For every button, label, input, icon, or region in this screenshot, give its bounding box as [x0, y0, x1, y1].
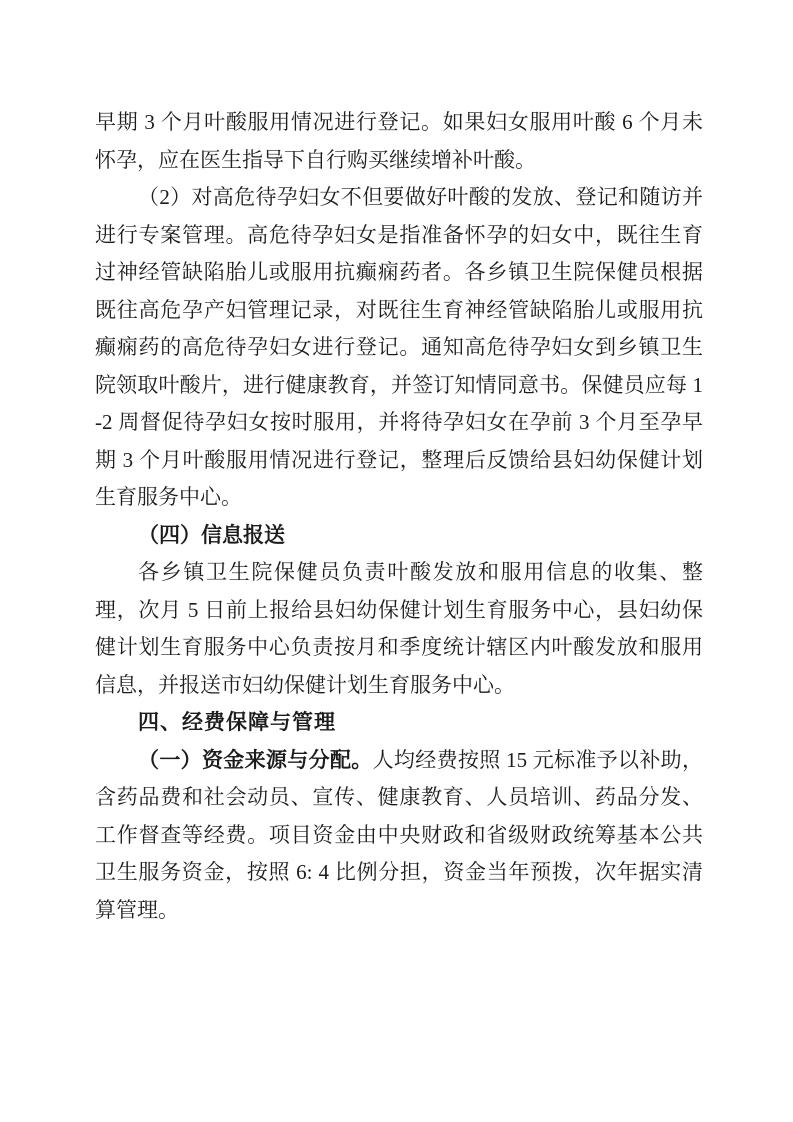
paragraph-funding-lead-bold: （一）资金来源与分配。: [138, 747, 373, 772]
paragraph-funding-body-text: 人均经费按照 15 元标准予以补助，含药品费和社会动员、宣传、健康教育、人员培训、药品分发、工作督查等经费。项目资金由中央财政和省级财政统筹基本公共卫生服务资金，按照 6: 4 比例分担，资金当年预拨，次年据实清算管理。: [95, 747, 704, 922]
document-body: [95, 104, 703, 929]
heading-information-reporting: （四）信息报送: [138, 522, 285, 547]
paragraph-information-reporting: 各乡镇卫生院保健员负责叶酸发放和服用信息的收集、整理，次月 5 日前上报给县妇幼保健计划生育服务中心，县妇幼保健计划生育服务中心负责按月和季度统计辖区内叶酸发放和服用信息，并报送市妇幼保健计划生育服务中心。: [95, 560, 703, 697]
paragraph-folic-acid-registration-continuation: 早期 3 个月叶酸服用情况进行登记。如果妇女服用叶酸 6 个月未怀孕，应在医生指导下自行购买继续增补叶酸。: [95, 110, 703, 172]
heading-funding-guarantee-management: 四、经费保障与管理: [138, 711, 336, 734]
paragraph-funding-source-distribution: [95, 742, 703, 930]
paragraph-high-risk-women-management: （2）对高危待孕妇女不但要做好叶酸的发放、登记和随访并进行专案管理。高危待孕妇女是指准备怀孕的妇女中，既往生育过神经管缺陷胎儿或服用抗癫痫药者。各乡镇卫生院保健员根据既往高危孕产妇管理记录，对既往生育神经管缺陷胎儿或服用抗癫痫药的高危待孕妇女进行登记。通知高危待孕妇女到乡镇卫生院领取叶酸片，进行健康教育，并签订知情同意书。保健员应每 1-2 周督促待孕妇女按时服用，并将待孕妇女在孕前 3 个月至孕早期 3 个月叶酸服用情况进行登记，整理后反馈给县妇幼保健计划生育服务中心。: [95, 185, 703, 509]
